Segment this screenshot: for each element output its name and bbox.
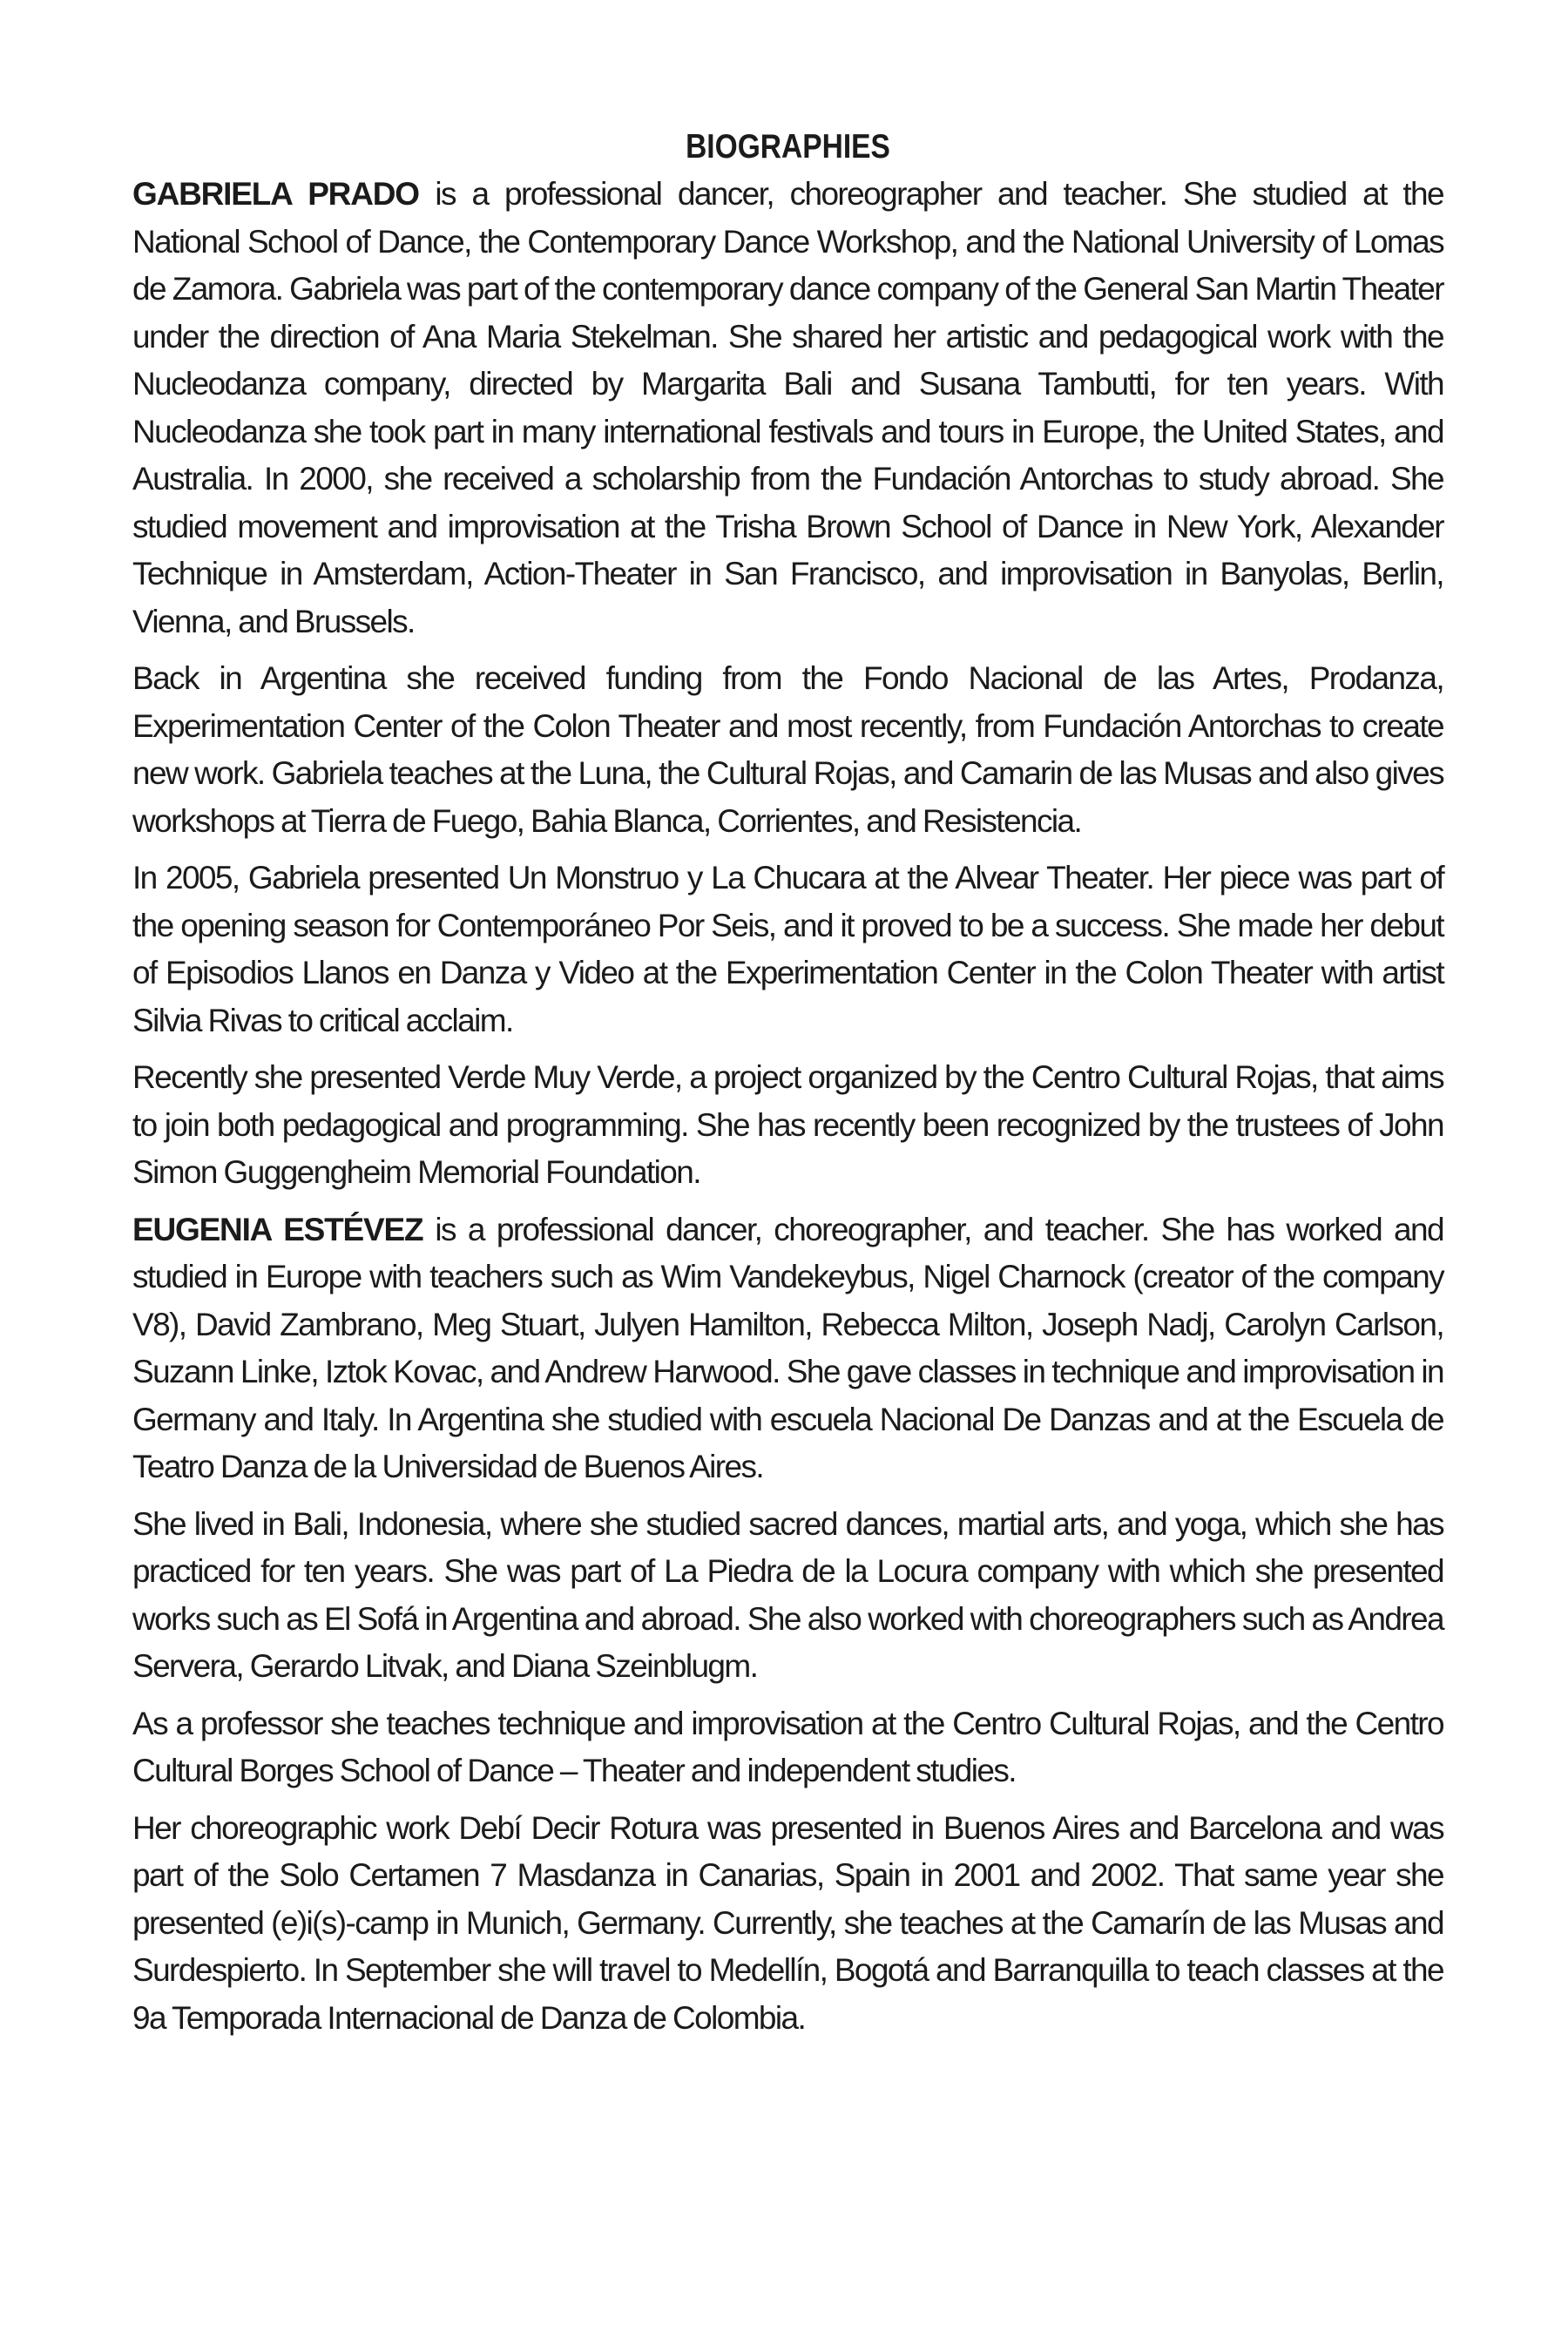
- bio-gabriela-prado-funding: Back in Argentina she received funding from the Fondo Nacional de las Artes, Prodanza, Experimentation Center of the Colon Theater and most recently, from Fundación Antorchas to create new work. Gabriela teaches at the Luna, the Cultural Rojas, and Camarin de las Musas and also gives workshops at Tierra de Fuego, Bahia Blanca, Corrientes, and Resistencia.: [132, 660, 1443, 839]
- bio-eugenia-estevez-choreography: Her choreographic work Debí Decir Rotura was presented in Buenos Aires and Barcelona and was part of the Solo Certamen 7 Masdanza in Canarias, Spain in 2001 and 2002. That same year she presented (e)i(s)-camp in Munich, Germany. Currently, she teaches at the Camarín de las Musas and Surdespierto. In September she will travel to Medellín, Bogotá and Barranquilla to teach classes at the 9a Temporada Internacional de Danza de Colombia.: [132, 1809, 1443, 2036]
- document-page: [132, 124, 1443, 2051]
- bio-gabriela-prado-2005: In 2005, Gabriela presented Un Monstruo y La Chucara at the Alvear Theater. Her piece was part of the opening season for Contemporáneo Por Seis, and it proved to be a success. She made her debut of Episodios Llanos en Danza y Video at the Experimentation Center in the Colon Theater with artist Silvia Rivas to critical acclaim.: [132, 860, 1443, 1038]
- bio-eugenia-estevez-intro: [132, 1206, 1443, 1491]
- bio-gabriela-prado-intro: [132, 171, 1443, 645]
- bio-paragraph-text: is a professional dancer, choreographer, and teacher. She has worked and studied in Europe with teachers such as Wim Vandekeybus, Nigel Charnock (creator of the company V8), David Zambrano, Meg Stuart, Julyen Hamilton, Rebecca Milton, Joseph Nadj, Carolyn Carlson, Suzann Linke, Iztok Kovac, and Andrew Harwood. She gave classes in technique and improvisation in Germany and Italy. In Argentina she studied with escuela Nacional De Danzas and at the Escuela de Teatro Danza de la Universidad de Buenos Aires.: [132, 1211, 1443, 1484]
- bio-name-eugenia-estevez: EUGENIA ESTÉVEZ: [132, 1211, 423, 1247]
- bio-eugenia-estevez-professor: As a professor she teaches technique and improvisation at the Centro Cultural Rojas, and the Centro Cultural Borges School of Dance – Theater and independent studies.: [132, 1705, 1443, 1788]
- bio-paragraph-text: is a professional dancer, choreographer and teacher. She studied at the National School of Dance, the Contemporary Dance Workshop, and the National University of Lomas de Zamora. Gabriela was part of the contemporary dance company of the General San Martin Theater under the direction of Ana Maria Stekelman. She shared her artistic and pedagogical work with the Nucleodanza company, directed by Margarita Bali and Susana Tambutti, for ten years. With Nucleodanza she took part in many international festivals and tours in Europe, the United States, and Australia. In 2000, she received a scholarship from the Fundación Antorchas to study abroad. She studied movement and improvisation at the Trisha Brown School of Dance in New York, Alexander Technique in Amsterdam, Action-Theater in San Francisco, and improvisation in Banyolas, Berlin, Vienna, and Brussels.: [132, 176, 1443, 639]
- bio-gabriela-prado-recent: Recently she presented Verde Muy Verde, a project organized by the Centro Cultural Rojas, that aims to join both pedagogical and programming. She has recently been recognized by the trustees of John Simon Guggengheim Memorial Foundation.: [132, 1059, 1443, 1190]
- bio-eugenia-estevez-bali: She lived in Bali, Indonesia, where she studied sacred dances, martial arts, and yoga, which she has practiced for ten years. She was part of La Piedra de la Locura company with which she presented works such as El Sofá in Argentina and abroad. She also worked with choreographers such as Andrea Servera, Gerardo Litvak, and Diana Szeinblugm.: [132, 1505, 1443, 1684]
- bio-name-gabriela-prado: GABRIELA PRADO: [132, 176, 419, 212]
- page-heading: BIOGRAPHIES: [686, 128, 890, 166]
